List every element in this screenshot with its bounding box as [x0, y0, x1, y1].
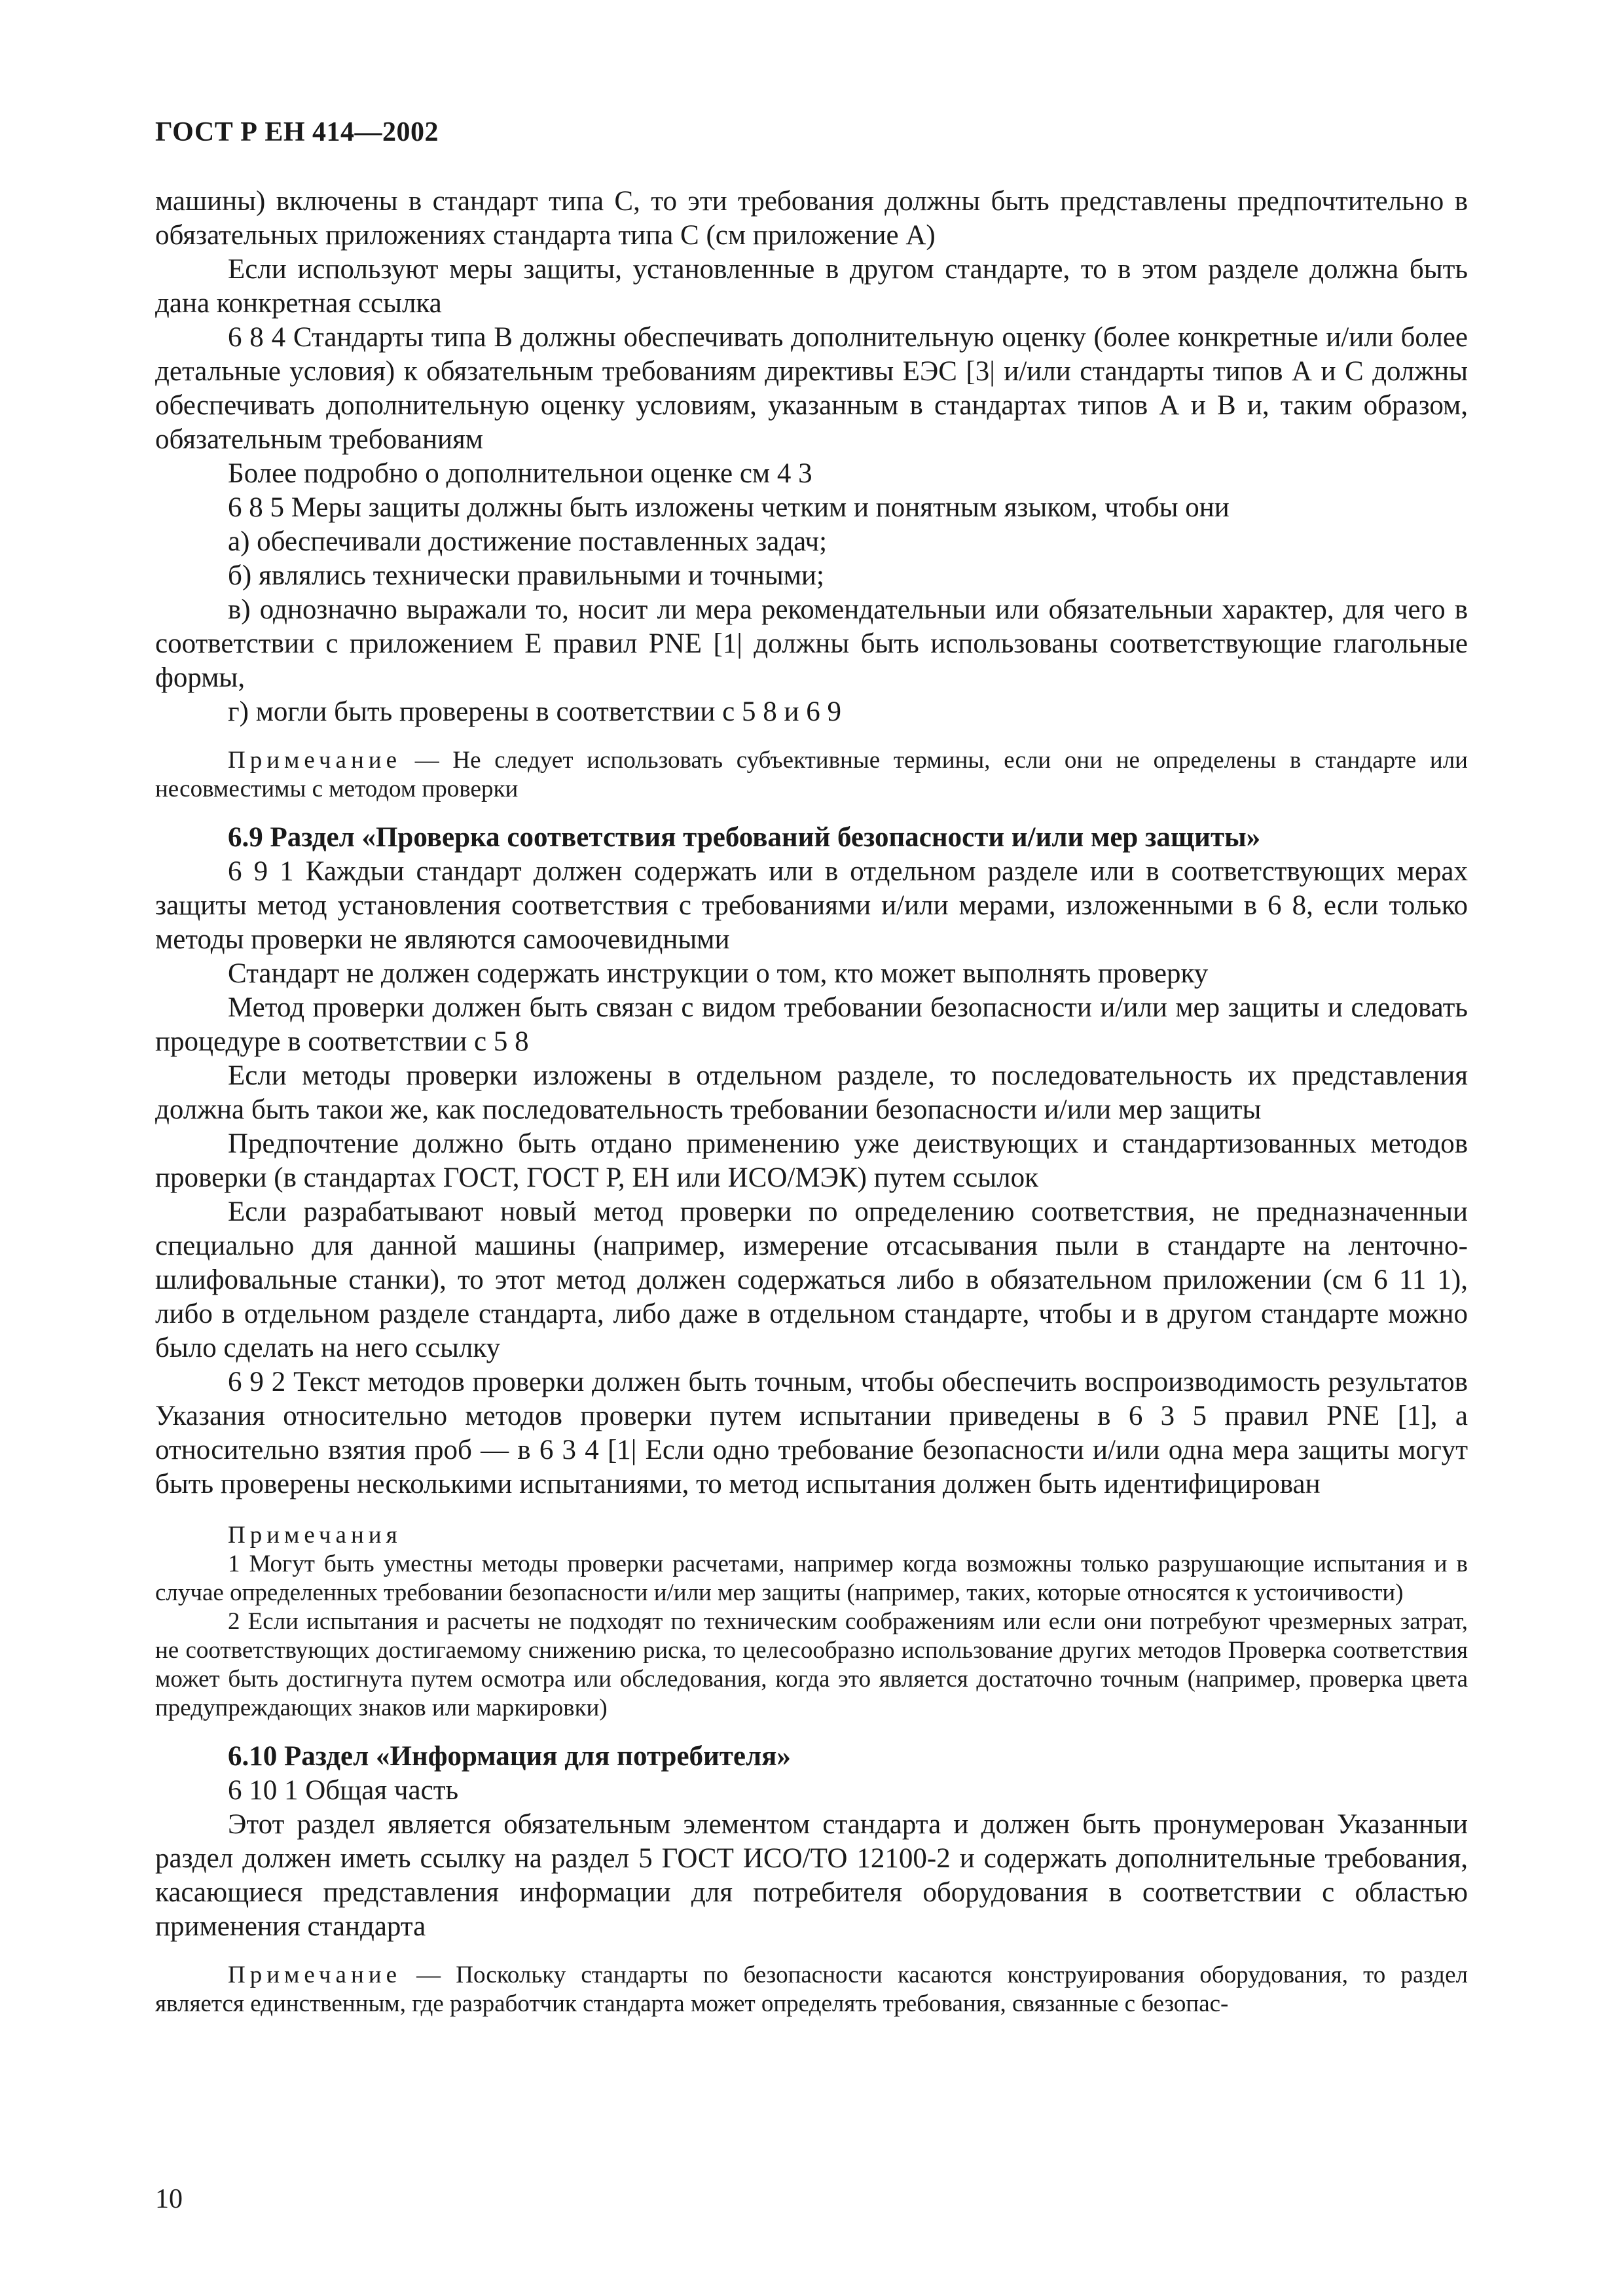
- list-item: б) являлись технически правильными и точными;: [228, 560, 824, 591]
- paragraph: 6 9 2 Текст методов проверки должен быть точным, чтобы обеспечить воспроизводимость результатов Указания относительно методов проверки путем испытании приведены в 6 3 5 правил PNE [1], а относительно взятия проб — в 6 3 4 [1| Если одно требование безопасности и/или одна мера защиты могут быть проверены несколькими испытаниями, то метод испытания должен быть идентифицирован: [155, 1367, 1468, 1499]
- notes-title: Примечания: [228, 1522, 402, 1549]
- paragraph: Метод проверки должен быть связан с видом требовании безопасности и/или мер защиты и следовать процедуре в соответствии с 5 8: [155, 992, 1468, 1057]
- list-item: в) однозначно выражали то, носит ли мера рекомендательныи или обязательныи характер, для чего в соответствии с приложением Е правил PNE [1| должны быть использованы соответствующие глагольные формы,: [155, 594, 1468, 693]
- list-item: г) могли быть проверены в соответствии с 5 8 и 6 9: [228, 696, 842, 727]
- paragraph: 6 8 4 Стандарты типа В должны обеспечивать дополнительную оценку (более конкретные и/или более детальные условия) к обязательным требованиям директивы ЕЭС [3| и/или стандарты типов А и С должны обеспечивать дополнительную оценку условиям, указанным в стандартах типов А и В и, таким образом, обязательным требованиям: [155, 322, 1468, 455]
- paragraph: машины) включены в стандарт типа С, то эти требования должны быть представлены предпочтительно в обязательных приложениях стандарта типа С (см приложение А): [155, 186, 1468, 251]
- note: [155, 1961, 1468, 2018]
- paragraph: Если разрабатывают новый метод проверки по определению соответствия, не предназначенныи специально для данной машины (например, измерение отсасывания пыли в стандарте на ленточно-шлифовальные станки), то этот метод должен содержаться либо в обязательном приложении (см 6 11 1), либо в отдельном разделе стандарта, либо даже в отдельном стандарте, чтобы и в другом стандарте можно было сделать на него ссылку: [155, 1196, 1468, 1363]
- note-label: Примечание: [228, 747, 401, 774]
- paragraph: Этот раздел является обязательным элементом стандарта и должен быть пронумерован Указанныи раздел должен иметь ссылку на раздел 5 ГОСТ ИСО/ТО 12100-2 и содержать дополнительные требования, касающиеся представления информации для потребителя оборудования в соответствии с областью применения стандарта: [155, 1809, 1468, 1942]
- note-item: 2 Если испытания и расчеты не подходят по техническим соображениям или если они потребуют чрезмерных затрат, не соответствующих достигаемому снижению риска, то целесообразно использование других методов Проверка соответствия может быть достигнута путем осмотра или обследования, когда это является достаточно точным (например, проверка цвета предупреждающих знаков или маркировки): [155, 1608, 1468, 1721]
- document-body: [155, 185, 1468, 2018]
- paragraph: Если используют меры защиты, установленные в другом стандарте, то в этом разделе должна быть дана конкретная ссылка: [155, 254, 1468, 319]
- notes-block: [155, 1521, 1468, 1723]
- document-header: ГОСТ Р ЕН 414—2002: [155, 117, 439, 147]
- section-heading: 6.9 Раздел «Проверка соответствия требований безопасности и/или мер защиты»: [228, 822, 1261, 853]
- paragraph: Если методы проверки изложены в отдельном разделе, то последовательность их представления должна быть такои же, как последовательность требовании безопасности и/или мер защиты: [155, 1060, 1468, 1125]
- paragraph: 6 9 1 Каждыи стандарт должен содержать или в отдельном разделе или в соответствующих мерах защиты метод установления соответствия с требованиями и/или мерами, изложенными в 6 8, если только методы проверки не являются самоочевидными: [155, 856, 1468, 955]
- paragraph: Более подробно о дополнительнои оценке см 4 3: [228, 458, 812, 489]
- paragraph: Предпочтение должно быть отдано применению уже деиствующих и стандартизованных методов проверки (в стандартах ГОСТ, ГОСТ Р, ЕН или ИСО/МЭК) путем ссылок: [155, 1128, 1468, 1193]
- note-text: — Поскольку стандарты по безопасности касаются конструирования оборудования, то раздел является единственным, где разработчик стандарта может определять требования, связанные с безопас-: [155, 1962, 1468, 2017]
- page-number: 10: [155, 2184, 183, 2214]
- note: [155, 746, 1468, 804]
- paragraph: 6 10 1 Общая часть: [228, 1775, 459, 1806]
- note-label: Примечание: [228, 1962, 401, 1988]
- section-heading: 6.10 Раздел «Информация для потребителя»: [228, 1741, 791, 1772]
- note-text: — Не следует использовать субъективные термины, если они не определены в стандарте или несовместимы с методом проверки: [155, 747, 1468, 802]
- paragraph: 6 8 5 Меры защиты должны быть изложены четким и понятным языком, чтобы они: [228, 492, 1230, 523]
- paragraph: Стандарт не должен содержать инструкции о том, кто может выполнять проверку: [228, 958, 1209, 989]
- note-item: 1 Могут быть уместны методы проверки расчетами, например когда возможны только разрушающие испытания и в случае определенных требовании безопасности и/или мер защиты (например, таких, которые относятся к устоичивости): [155, 1551, 1468, 1606]
- list-item: а) обеспечивали достижение поставленных задач;: [228, 526, 828, 557]
